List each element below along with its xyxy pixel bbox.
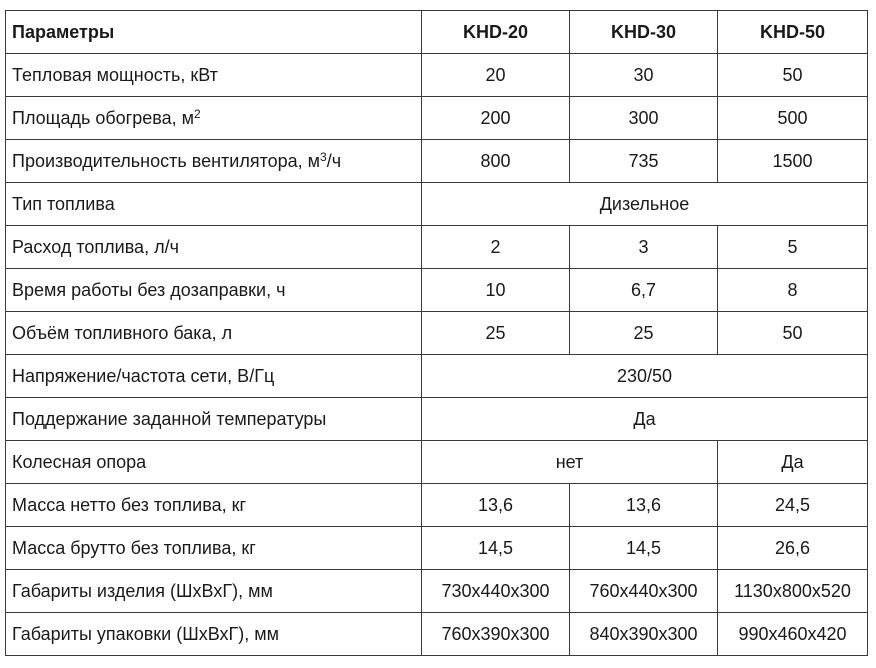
row-label-text: Площадь обогрева, м: [12, 108, 195, 128]
cell-value: 50: [718, 312, 868, 355]
table-row: [6, 355, 868, 398]
cell-value: 500: [718, 97, 868, 140]
cell-value: 24,5: [718, 484, 868, 527]
cell-value: 50: [718, 54, 868, 97]
cell-value: Да: [718, 441, 868, 484]
cell-value: 13,6: [570, 484, 718, 527]
cell-value: 840x390x300: [570, 613, 718, 656]
cell-value: 300: [570, 97, 718, 140]
cell-value: 760x390x300: [422, 613, 570, 656]
cell-value-merged: Дизельное: [422, 183, 868, 226]
row-label-text: Производительность вентилятора, м: [12, 151, 321, 171]
table-row: [6, 398, 868, 441]
table-header-row: [6, 11, 868, 54]
table-row: [6, 312, 868, 355]
row-label: Габариты упаковки (ШхВхГ), мм: [6, 613, 422, 656]
table-row: [6, 441, 868, 484]
row-label: Масса брутто без топлива, кг: [6, 527, 422, 570]
cell-value: 1130x800x520: [718, 570, 868, 613]
table-row: [6, 54, 868, 97]
cell-value: 990x460x420: [718, 613, 868, 656]
header-param: Параметры: [6, 11, 422, 54]
row-label-post: /ч: [326, 151, 342, 171]
row-label: Тип топлива: [6, 183, 422, 226]
cell-value: 20: [422, 54, 570, 97]
cell-value-merged: нет: [422, 441, 718, 484]
header-model-2: KHD-30: [570, 11, 718, 54]
table-row: [6, 97, 868, 140]
cell-value: 14,5: [570, 527, 718, 570]
cell-value: 5: [718, 226, 868, 269]
row-label: Тепловая мощность, кВт: [6, 54, 422, 97]
row-label: [6, 140, 422, 183]
spec-table-container: [5, 10, 868, 656]
cell-value: 3: [570, 226, 718, 269]
cell-value: 6,7: [570, 269, 718, 312]
cell-value-merged: Да: [422, 398, 868, 441]
cell-value: 14,5: [422, 527, 570, 570]
cell-value: 30: [570, 54, 718, 97]
cell-value: 26,6: [718, 527, 868, 570]
table-row: [6, 140, 868, 183]
header-model-1: KHD-20: [422, 11, 570, 54]
cell-value: 1500: [718, 140, 868, 183]
spec-table: [5, 10, 868, 656]
row-label: Объём топливного бака, л: [6, 312, 422, 355]
row-label: Колесная опора: [6, 441, 422, 484]
cell-value: 13,6: [422, 484, 570, 527]
row-label-sup: 3: [320, 150, 327, 164]
header-model-3: KHD-50: [718, 11, 868, 54]
cell-value: 760x440x300: [570, 570, 718, 613]
cell-value-merged: 230/50: [422, 355, 868, 398]
table-row: [6, 527, 868, 570]
table-row: [6, 570, 868, 613]
table-row: [6, 613, 868, 656]
row-label: Масса нетто без топлива, кг: [6, 484, 422, 527]
cell-value: 200: [422, 97, 570, 140]
row-label: Расход топлива, л/ч: [6, 226, 422, 269]
row-label: Время работы без дозаправки, ч: [6, 269, 422, 312]
cell-value: 10: [422, 269, 570, 312]
row-label: Напряжение/частота сети, В/Гц: [6, 355, 422, 398]
cell-value: 730x440x300: [422, 570, 570, 613]
cell-value: 8: [718, 269, 868, 312]
row-label: [6, 97, 422, 140]
cell-value: 2: [422, 226, 570, 269]
table-row: [6, 269, 868, 312]
row-label-sup: 2: [194, 107, 201, 121]
cell-value: 735: [570, 140, 718, 183]
cell-value: 25: [422, 312, 570, 355]
row-label: Поддержание заданной температуры: [6, 398, 422, 441]
table-row: [6, 484, 868, 527]
row-label: Габариты изделия (ШхВхГ), мм: [6, 570, 422, 613]
cell-value: 25: [570, 312, 718, 355]
table-row: [6, 226, 868, 269]
cell-value: 800: [422, 140, 570, 183]
table-row: [6, 183, 868, 226]
